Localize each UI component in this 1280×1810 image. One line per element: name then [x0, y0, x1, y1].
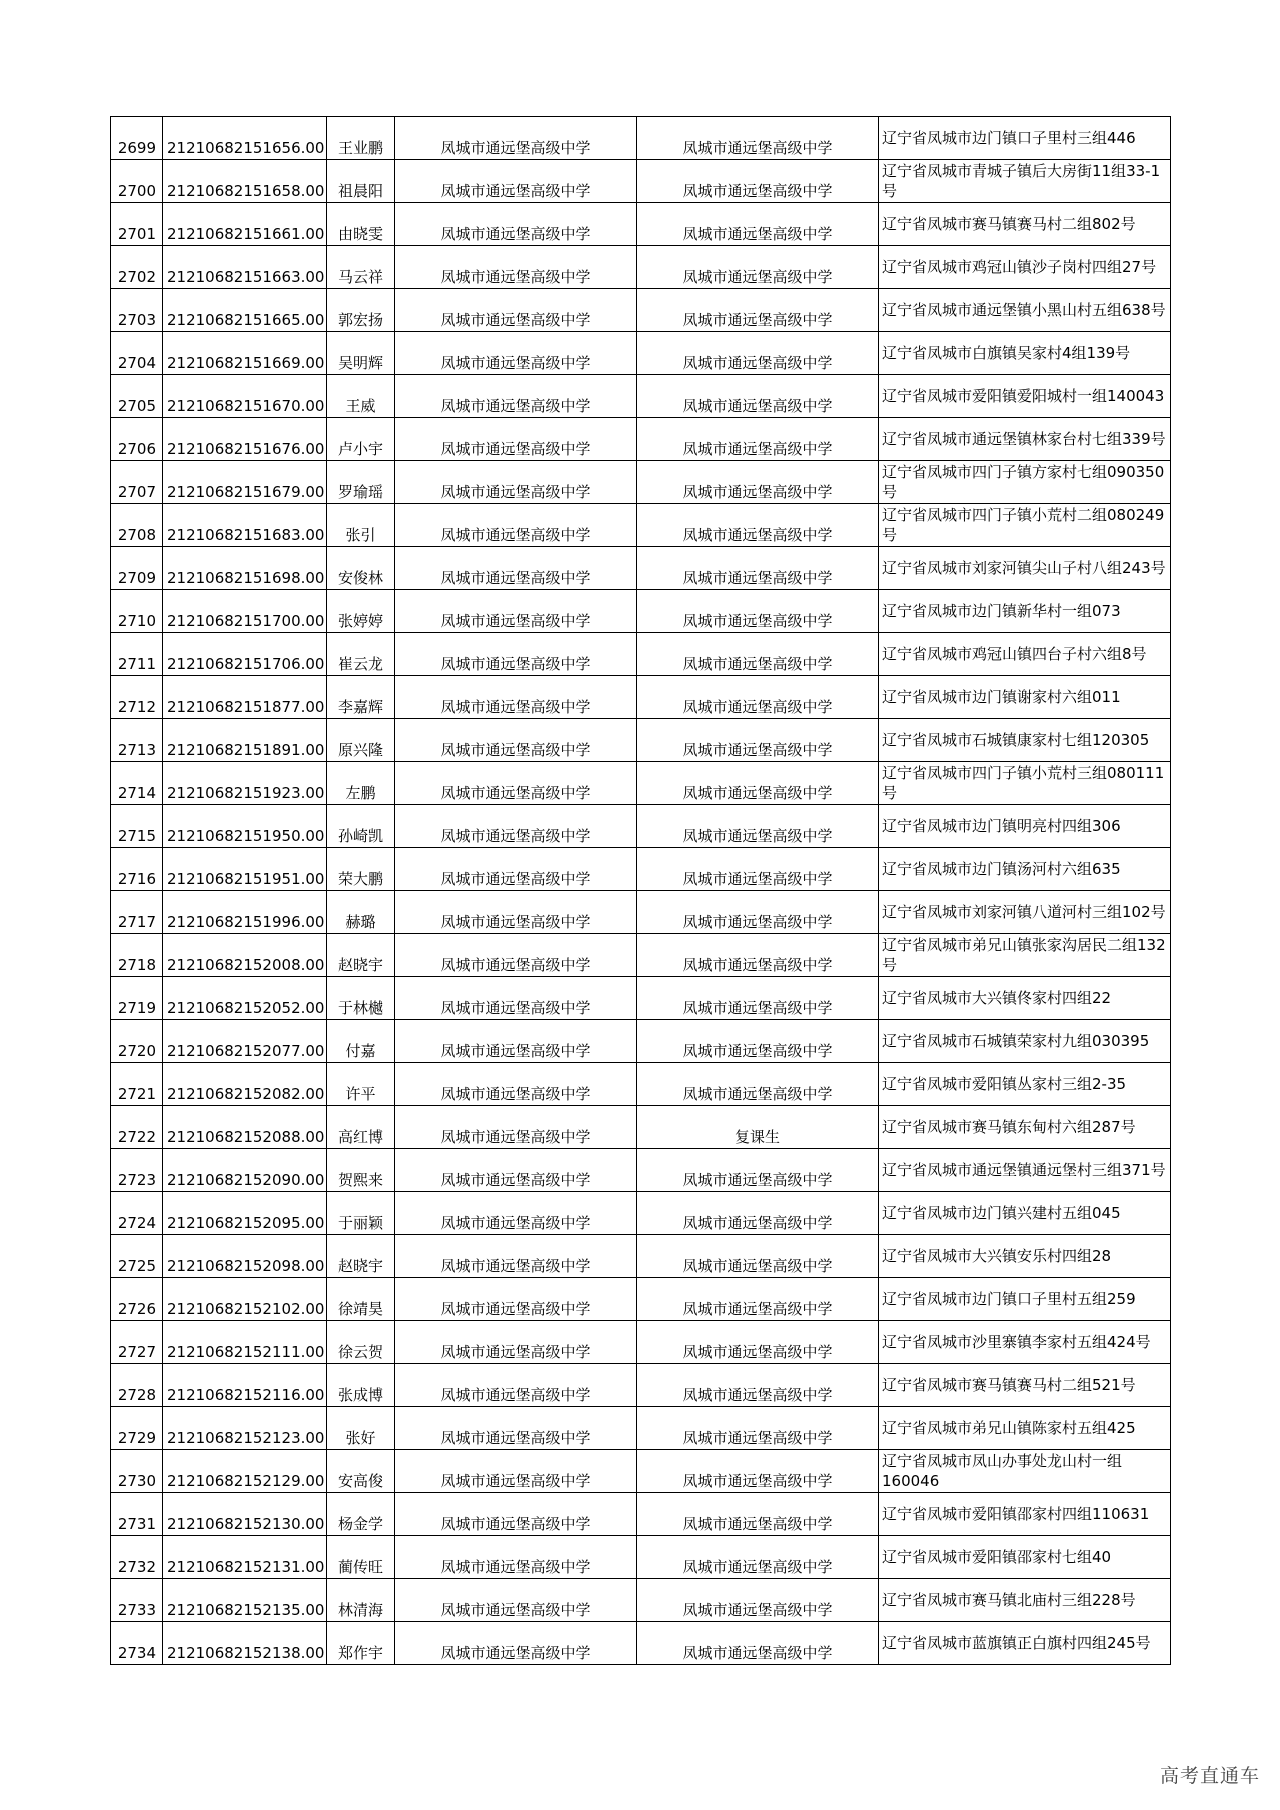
student-name: 马云祥 [327, 246, 395, 289]
home-address: 辽宁省凤城市赛马镇赛马村二组802号 [879, 203, 1171, 246]
row-number: 2709 [111, 547, 163, 590]
home-address: 辽宁省凤城市青城子镇后大房街11组33-1号 [879, 160, 1171, 203]
graduation-school: 凤城市通远堡高级中学 [637, 1364, 879, 1407]
student-name: 郑作宇 [327, 1622, 395, 1665]
student-name: 于林樾 [327, 977, 395, 1020]
student-name: 贺熙来 [327, 1149, 395, 1192]
home-address: 辽宁省凤城市爱阳镇邵家村四组110631 [879, 1493, 1171, 1536]
home-address: 辽宁省凤城市边门镇汤河村六组635 [879, 848, 1171, 891]
school-name: 凤城市通远堡高级中学 [395, 203, 637, 246]
home-address: 辽宁省凤城市鸡冠山镇沙子岗村四组27号 [879, 246, 1171, 289]
school-name: 凤城市通远堡高级中学 [395, 934, 637, 977]
school-name: 凤城市通远堡高级中学 [395, 246, 637, 289]
student-name: 孙崎凯 [327, 805, 395, 848]
table-row [111, 1536, 1171, 1579]
graduation-school: 凤城市通远堡高级中学 [637, 203, 879, 246]
graduation-school: 凤城市通远堡高级中学 [637, 633, 879, 676]
table-row [111, 1235, 1171, 1278]
school-name: 凤城市通远堡高级中学 [395, 590, 637, 633]
home-address: 辽宁省凤城市边门镇新华村一组073 [879, 590, 1171, 633]
student-name: 张好 [327, 1407, 395, 1450]
student-name: 张成博 [327, 1364, 395, 1407]
graduation-school: 凤城市通远堡高级中学 [637, 1321, 879, 1364]
home-address: 辽宁省凤城市通远堡镇林家台村七组339号 [879, 418, 1171, 461]
exam-ticket-number: 21210682151670.00 [163, 375, 327, 418]
exam-ticket-number: 21210682152095.00 [163, 1192, 327, 1235]
table-row [111, 633, 1171, 676]
graduation-school: 凤城市通远堡高级中学 [637, 891, 879, 934]
row-number: 2712 [111, 676, 163, 719]
exam-ticket-number: 21210682152116.00 [163, 1364, 327, 1407]
home-address: 辽宁省凤城市爱阳镇爱阳城村一组140043 [879, 375, 1171, 418]
student-name: 王业鹏 [327, 117, 395, 160]
home-address: 辽宁省凤城市四门子镇小荒村二组080249号 [879, 504, 1171, 547]
school-name: 凤城市通远堡高级中学 [395, 762, 637, 805]
table-row [111, 762, 1171, 805]
row-number: 2717 [111, 891, 163, 934]
exam-ticket-number: 21210682152088.00 [163, 1106, 327, 1149]
student-name: 赫璐 [327, 891, 395, 934]
exam-ticket-number: 21210682151698.00 [163, 547, 327, 590]
table-row [111, 461, 1171, 504]
student-name: 原兴隆 [327, 719, 395, 762]
row-number: 2733 [111, 1579, 163, 1622]
home-address: 辽宁省凤城市刘家河镇八道河村三组102号 [879, 891, 1171, 934]
home-address: 辽宁省凤城市四门子镇小荒村三组080111号 [879, 762, 1171, 805]
home-address: 辽宁省凤城市白旗镇吴家村4组139号 [879, 332, 1171, 375]
home-address: 辽宁省凤城市鸡冠山镇四台子村六组8号 [879, 633, 1171, 676]
student-name: 卢小宇 [327, 418, 395, 461]
table-row [111, 289, 1171, 332]
graduation-school: 凤城市通远堡高级中学 [637, 1407, 879, 1450]
row-number: 2727 [111, 1321, 163, 1364]
table-row [111, 418, 1171, 461]
graduation-school: 凤城市通远堡高级中学 [637, 1493, 879, 1536]
home-address: 辽宁省凤城市沙里寨镇李家村五组424号 [879, 1321, 1171, 1364]
exam-ticket-number: 21210682151661.00 [163, 203, 327, 246]
table-row [111, 1192, 1171, 1235]
row-number: 2713 [111, 719, 163, 762]
row-number: 2711 [111, 633, 163, 676]
row-number: 2721 [111, 1063, 163, 1106]
home-address: 辽宁省凤城市凤山办事处龙山村一组160046 [879, 1450, 1171, 1493]
home-address: 辽宁省凤城市赛马镇赛马村二组521号 [879, 1364, 1171, 1407]
school-name: 凤城市通远堡高级中学 [395, 1235, 637, 1278]
table-row [111, 1149, 1171, 1192]
school-name: 凤城市通远堡高级中学 [395, 1622, 637, 1665]
home-address: 辽宁省凤城市石城镇荣家村九组030395 [879, 1020, 1171, 1063]
home-address: 辽宁省凤城市边门镇口子里村三组446 [879, 117, 1171, 160]
table-row [111, 1622, 1171, 1665]
graduation-school: 凤城市通远堡高级中学 [637, 1192, 879, 1235]
exam-ticket-number: 21210682152052.00 [163, 977, 327, 1020]
student-name: 郭宏扬 [327, 289, 395, 332]
student-name: 林清海 [327, 1579, 395, 1622]
graduation-school: 凤城市通远堡高级中学 [637, 1235, 879, 1278]
exam-ticket-number: 21210682151676.00 [163, 418, 327, 461]
exam-ticket-number: 21210682151951.00 [163, 848, 327, 891]
school-name: 凤城市通远堡高级中学 [395, 117, 637, 160]
home-address: 辽宁省凤城市边门镇谢家村六组011 [879, 676, 1171, 719]
exam-ticket-number: 21210682152102.00 [163, 1278, 327, 1321]
row-number: 2715 [111, 805, 163, 848]
student-name: 蔺传旺 [327, 1536, 395, 1579]
school-name: 凤城市通远堡高级中学 [395, 504, 637, 547]
graduation-school: 凤城市通远堡高级中学 [637, 1450, 879, 1493]
row-number: 2705 [111, 375, 163, 418]
graduation-school: 凤城市通远堡高级中学 [637, 332, 879, 375]
graduation-school: 凤城市通远堡高级中学 [637, 547, 879, 590]
table-row [111, 1407, 1171, 1450]
table-row [111, 1493, 1171, 1536]
home-address: 辽宁省凤城市边门镇明亮村四组306 [879, 805, 1171, 848]
row-number: 2723 [111, 1149, 163, 1192]
school-name: 凤城市通远堡高级中学 [395, 1536, 637, 1579]
school-name: 凤城市通远堡高级中学 [395, 160, 637, 203]
table-row [111, 719, 1171, 762]
table-row [111, 375, 1171, 418]
school-name: 凤城市通远堡高级中学 [395, 676, 637, 719]
row-number: 2731 [111, 1493, 163, 1536]
home-address: 辽宁省凤城市弟兄山镇张家沟居民二组132号 [879, 934, 1171, 977]
row-number: 2722 [111, 1106, 163, 1149]
graduation-school: 凤城市通远堡高级中学 [637, 934, 879, 977]
home-address: 辽宁省凤城市刘家河镇尖山子村八组243号 [879, 547, 1171, 590]
table-row [111, 246, 1171, 289]
student-name: 祖晨阳 [327, 160, 395, 203]
row-number: 2701 [111, 203, 163, 246]
home-address: 辽宁省凤城市弟兄山镇陈家村五组425 [879, 1407, 1171, 1450]
exam-ticket-number: 21210682151877.00 [163, 676, 327, 719]
watermark: 高考直通车 [1159, 1765, 1260, 1787]
school-name: 凤城市通远堡高级中学 [395, 1020, 637, 1063]
student-name: 赵晓宇 [327, 934, 395, 977]
graduation-school: 凤城市通远堡高级中学 [637, 504, 879, 547]
graduation-school: 凤城市通远堡高级中学 [637, 762, 879, 805]
home-address: 辽宁省凤城市通远堡镇小黑山村五组638号 [879, 289, 1171, 332]
table-row [111, 1020, 1171, 1063]
student-name: 许平 [327, 1063, 395, 1106]
graduation-school: 凤城市通远堡高级中学 [637, 1278, 879, 1321]
student-name: 张婷婷 [327, 590, 395, 633]
row-number: 2706 [111, 418, 163, 461]
row-number: 2725 [111, 1235, 163, 1278]
row-number: 2734 [111, 1622, 163, 1665]
row-number: 2699 [111, 117, 163, 160]
exam-ticket-number: 21210682152090.00 [163, 1149, 327, 1192]
row-number: 2702 [111, 246, 163, 289]
school-name: 凤城市通远堡高级中学 [395, 1106, 637, 1149]
school-name: 凤城市通远堡高级中学 [395, 1364, 637, 1407]
table-row [111, 1063, 1171, 1106]
row-number: 2728 [111, 1364, 163, 1407]
student-name: 于丽颖 [327, 1192, 395, 1235]
exam-ticket-number: 21210682151669.00 [163, 332, 327, 375]
school-name: 凤城市通远堡高级中学 [395, 375, 637, 418]
row-number: 2703 [111, 289, 163, 332]
home-address: 辽宁省凤城市大兴镇安乐村四组28 [879, 1235, 1171, 1278]
school-name: 凤城市通远堡高级中学 [395, 332, 637, 375]
student-name: 崔云龙 [327, 633, 395, 676]
student-name: 高红博 [327, 1106, 395, 1149]
graduation-school: 凤城市通远堡高级中学 [637, 1536, 879, 1579]
school-name: 凤城市通远堡高级中学 [395, 633, 637, 676]
exam-ticket-number: 21210682151950.00 [163, 805, 327, 848]
row-number: 2710 [111, 590, 163, 633]
exam-ticket-number: 21210682151706.00 [163, 633, 327, 676]
student-name: 王威 [327, 375, 395, 418]
school-name: 凤城市通远堡高级中学 [395, 848, 637, 891]
student-name: 安俊林 [327, 547, 395, 590]
table-row [111, 1364, 1171, 1407]
exam-ticket-number: 21210682152123.00 [163, 1407, 327, 1450]
home-address: 辽宁省凤城市赛马镇北庙村三组228号 [879, 1579, 1171, 1622]
exam-ticket-number: 21210682152129.00 [163, 1450, 327, 1493]
student-name: 李嘉辉 [327, 676, 395, 719]
graduation-school: 凤城市通远堡高级中学 [637, 1579, 879, 1622]
student-name: 左鹏 [327, 762, 395, 805]
graduation-school: 复课生 [637, 1106, 879, 1149]
school-name: 凤城市通远堡高级中学 [395, 1063, 637, 1106]
row-number: 2726 [111, 1278, 163, 1321]
graduation-school: 凤城市通远堡高级中学 [637, 1149, 879, 1192]
graduation-school: 凤城市通远堡高级中学 [637, 977, 879, 1020]
school-name: 凤城市通远堡高级中学 [395, 891, 637, 934]
school-name: 凤城市通远堡高级中学 [395, 547, 637, 590]
exam-ticket-number: 21210682152131.00 [163, 1536, 327, 1579]
exam-ticket-number: 21210682152130.00 [163, 1493, 327, 1536]
table-row [111, 160, 1171, 203]
school-name: 凤城市通远堡高级中学 [395, 1579, 637, 1622]
school-name: 凤城市通远堡高级中学 [395, 1407, 637, 1450]
student-name: 由晓雯 [327, 203, 395, 246]
home-address: 辽宁省凤城市爱阳镇丛家村三组2-35 [879, 1063, 1171, 1106]
school-name: 凤城市通远堡高级中学 [395, 1192, 637, 1235]
school-name: 凤城市通远堡高级中学 [395, 1450, 637, 1493]
school-name: 凤城市通远堡高级中学 [395, 289, 637, 332]
graduation-school: 凤城市通远堡高级中学 [637, 246, 879, 289]
graduation-school: 凤城市通远堡高级中学 [637, 160, 879, 203]
row-number: 2732 [111, 1536, 163, 1579]
student-name: 付嘉 [327, 1020, 395, 1063]
table-row [111, 934, 1171, 977]
table-row [111, 1450, 1171, 1493]
school-name: 凤城市通远堡高级中学 [395, 805, 637, 848]
row-number: 2724 [111, 1192, 163, 1235]
school-name: 凤城市通远堡高级中学 [395, 1149, 637, 1192]
home-address: 辽宁省凤城市爱阳镇邵家村七组40 [879, 1536, 1171, 1579]
graduation-school: 凤城市通远堡高级中学 [637, 805, 879, 848]
home-address: 辽宁省凤城市蓝旗镇正白旗村四组245号 [879, 1622, 1171, 1665]
row-number: 2718 [111, 934, 163, 977]
row-number: 2720 [111, 1020, 163, 1063]
exam-ticket-number: 21210682151683.00 [163, 504, 327, 547]
table-row [111, 203, 1171, 246]
home-address: 辽宁省凤城市边门镇口子里村五组259 [879, 1278, 1171, 1321]
table-row [111, 1321, 1171, 1364]
row-number: 2730 [111, 1450, 163, 1493]
school-name: 凤城市通远堡高级中学 [395, 1493, 637, 1536]
exam-ticket-number: 21210682151656.00 [163, 117, 327, 160]
graduation-school: 凤城市通远堡高级中学 [637, 375, 879, 418]
table-row [111, 1579, 1171, 1622]
graduation-school: 凤城市通远堡高级中学 [637, 1622, 879, 1665]
graduation-school: 凤城市通远堡高级中学 [637, 1063, 879, 1106]
school-name: 凤城市通远堡高级中学 [395, 461, 637, 504]
table-row [111, 547, 1171, 590]
table-row [111, 848, 1171, 891]
exam-ticket-number: 21210682152098.00 [163, 1235, 327, 1278]
school-name: 凤城市通远堡高级中学 [395, 1278, 637, 1321]
records-table [110, 116, 1171, 1665]
exam-ticket-number: 21210682151663.00 [163, 246, 327, 289]
student-name: 杨金学 [327, 1493, 395, 1536]
school-name: 凤城市通远堡高级中学 [395, 1321, 637, 1364]
student-name: 赵晓宇 [327, 1235, 395, 1278]
graduation-school: 凤城市通远堡高级中学 [637, 719, 879, 762]
table-row [111, 590, 1171, 633]
table-row [111, 805, 1171, 848]
home-address: 辽宁省凤城市石城镇康家村七组120305 [879, 719, 1171, 762]
home-address: 辽宁省凤城市四门子镇方家村七组090350号 [879, 461, 1171, 504]
home-address: 辽宁省凤城市赛马镇东甸村六组287号 [879, 1106, 1171, 1149]
table-row [111, 676, 1171, 719]
exam-ticket-number: 21210682152077.00 [163, 1020, 327, 1063]
student-name: 安高俊 [327, 1450, 395, 1493]
graduation-school: 凤城市通远堡高级中学 [637, 117, 879, 160]
school-name: 凤城市通远堡高级中学 [395, 719, 637, 762]
home-address: 辽宁省凤城市边门镇兴建村五组045 [879, 1192, 1171, 1235]
graduation-school: 凤城市通远堡高级中学 [637, 590, 879, 633]
student-name: 吴明辉 [327, 332, 395, 375]
student-name: 荣大鹏 [327, 848, 395, 891]
row-number: 2704 [111, 332, 163, 375]
home-address: 辽宁省凤城市大兴镇佟家村四组22 [879, 977, 1171, 1020]
graduation-school: 凤城市通远堡高级中学 [637, 1020, 879, 1063]
exam-ticket-number: 21210682151679.00 [163, 461, 327, 504]
table-row [111, 1278, 1171, 1321]
student-name: 徐靖昊 [327, 1278, 395, 1321]
exam-ticket-number: 21210682152111.00 [163, 1321, 327, 1364]
row-number: 2714 [111, 762, 163, 805]
table-row [111, 891, 1171, 934]
row-number: 2700 [111, 160, 163, 203]
table-row [111, 504, 1171, 547]
row-number: 2729 [111, 1407, 163, 1450]
graduation-school: 凤城市通远堡高级中学 [637, 676, 879, 719]
school-name: 凤城市通远堡高级中学 [395, 418, 637, 461]
table-row [111, 1106, 1171, 1149]
graduation-school: 凤城市通远堡高级中学 [637, 461, 879, 504]
row-number: 2719 [111, 977, 163, 1020]
row-number: 2716 [111, 848, 163, 891]
student-name: 张引 [327, 504, 395, 547]
graduation-school: 凤城市通远堡高级中学 [637, 848, 879, 891]
exam-ticket-number: 21210682151658.00 [163, 160, 327, 203]
exam-ticket-number: 21210682151996.00 [163, 891, 327, 934]
school-name: 凤城市通远堡高级中学 [395, 977, 637, 1020]
exam-ticket-number: 21210682151700.00 [163, 590, 327, 633]
graduation-school: 凤城市通远堡高级中学 [637, 418, 879, 461]
exam-ticket-number: 21210682152135.00 [163, 1579, 327, 1622]
table-row [111, 977, 1171, 1020]
records-body [111, 117, 1171, 1665]
exam-ticket-number: 21210682152008.00 [163, 934, 327, 977]
table-row [111, 332, 1171, 375]
home-address: 辽宁省凤城市通远堡镇通远堡村三组371号 [879, 1149, 1171, 1192]
student-name: 徐云贺 [327, 1321, 395, 1364]
student-name: 罗瑜瑶 [327, 461, 395, 504]
row-number: 2707 [111, 461, 163, 504]
exam-ticket-number: 21210682151665.00 [163, 289, 327, 332]
graduation-school: 凤城市通远堡高级中学 [637, 289, 879, 332]
exam-ticket-number: 21210682152138.00 [163, 1622, 327, 1665]
row-number: 2708 [111, 504, 163, 547]
exam-ticket-number: 21210682152082.00 [163, 1063, 327, 1106]
table-row [111, 117, 1171, 160]
exam-ticket-number: 21210682151923.00 [163, 762, 327, 805]
exam-ticket-number: 21210682151891.00 [163, 719, 327, 762]
